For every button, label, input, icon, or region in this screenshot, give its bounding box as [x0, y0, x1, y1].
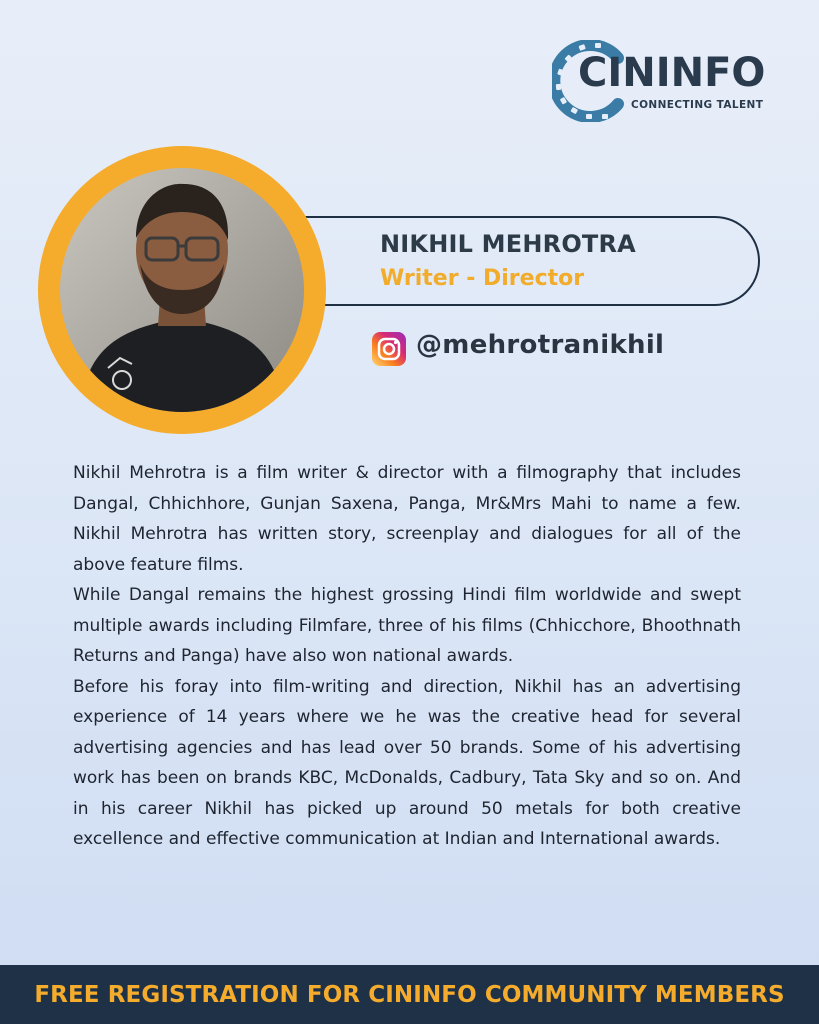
cininfo-logo: [552, 40, 782, 122]
bio-paragraph: Nikhil Mehrotra is a film writer & director with a filmography that includes Dangal, Chhichhore, Gunjan Saxena, Panga, Mr&Mrs Mahi to name a few. Nikhil Mehrotra has written story, screenplay and dialogues for all of the above feature films.: [73, 463, 741, 575]
person-name: NIKHIL MEHROTRA: [380, 230, 636, 258]
footer-banner: [0, 965, 819, 1024]
footer-text: FREE REGISTRATION FOR CININFO COMMUNITY MEMBERS: [34, 981, 785, 1008]
bio-text: [73, 458, 741, 855]
logo-tagline: CONNECTING TALENT: [631, 99, 764, 111]
instagram-handle[interactable]: @mehrotranikhil: [416, 330, 665, 360]
bio-paragraph: Before his foray into film-writing and direction, Nikhil has an advertising experience of 14 years where we he was the creative head for several advertising agencies and has lead over 50 brands. Some of his advertising work has been on brands KBC, McDonalds, Cadbury, Tata Sky and so on. And in his career Nikhil has picked up around 50 metals for both creative excellence and effective communication at Indian and International awards.: [73, 676, 741, 849]
instagram-icon: [372, 332, 406, 366]
person-role: Writer - Director: [380, 266, 585, 291]
bio-paragraph: While Dangal remains the highest grossing Hindi film worldwide and swept multiple awards including Filmfare, three of his films (Chhicchore, Bhoothnath Returns and Panga) have also won national awards.: [73, 585, 741, 666]
portrait-photo: [60, 168, 304, 412]
logo-brand-text: CININFO: [578, 50, 766, 96]
portrait-frame: [38, 146, 326, 434]
